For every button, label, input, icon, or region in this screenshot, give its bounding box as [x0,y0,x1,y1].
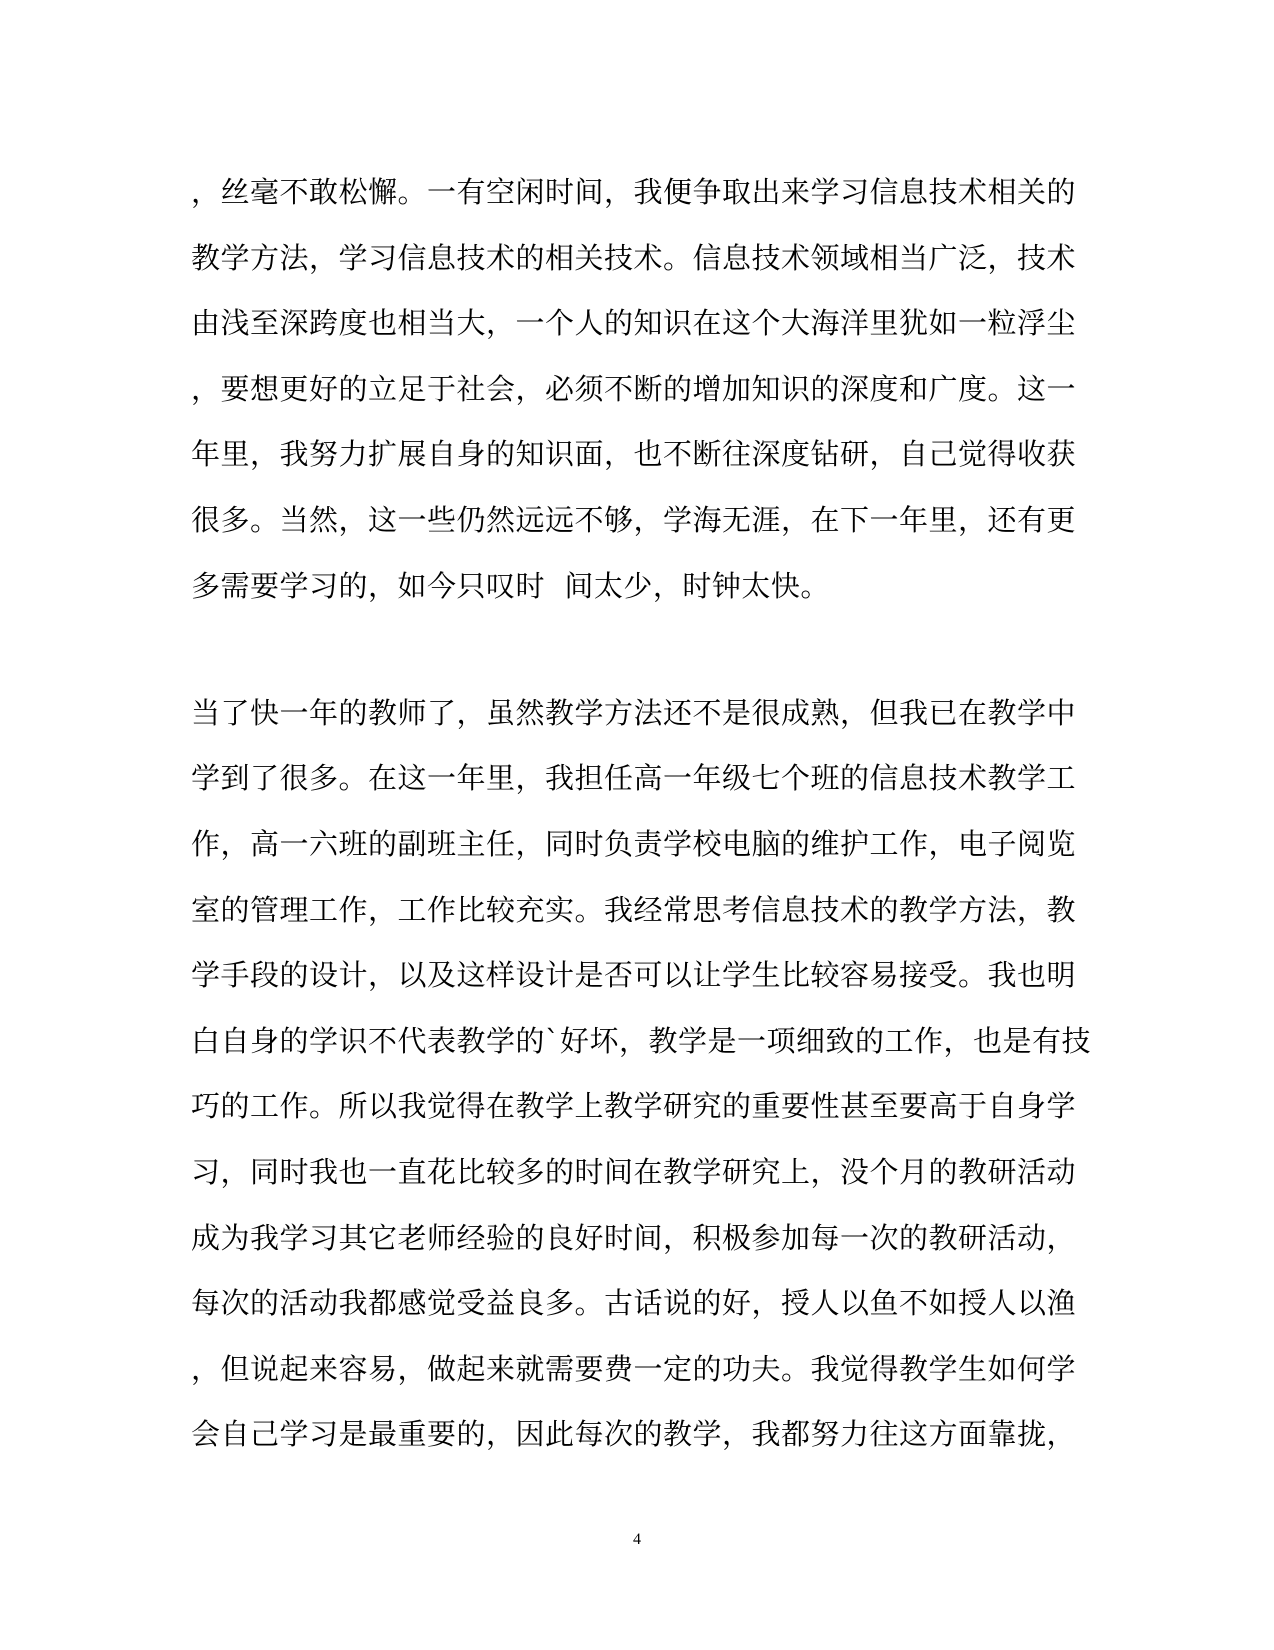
text-line: 学到了很多。在这一年里，我担任高一年级七个班的信息技术教学工 [191,761,1077,795]
text-line: 由浅至深跨度也相当大，一个人的知识在这个大海洋里犹如一粒浮尘 [191,306,1077,340]
text-line: ，但说起来容易，做起来就需要费一定的功夫。我觉得教学生如何学 [191,1352,1077,1386]
text-line: 很多。当然，这一些仍然远远不够，学海无涯，在下一年里，还有更 [191,503,1077,537]
text-line: ，要想更好的立足于社会，必须不断的增加知识的深度和广度。这一 [191,372,1077,406]
text-line: 白自身的学识不代表教学的`好坏，教学是一项细致的工作，也是有技 [191,1024,1092,1058]
text-line: 成为我学习其它老师经验的良好时间，积极参加每一次的教研活动， [191,1221,1077,1255]
text-line: 会自己学习是最重要的，因此每次的教学，我都努力往这方面靠拢， [191,1417,1077,1451]
text-line: 室的管理工作，工作比较充实。我经常思考信息技术的教学方法，教 [191,893,1077,927]
page-number: 4 [633,1531,641,1548]
text-line: 巧的工作。所以我觉得在教学上教学研究的重要性甚至要高于自身学 [191,1089,1077,1123]
text-line: 学手段的设计，以及这样设计是否可以让学生比较容易接受。我也明 [191,958,1077,992]
text-line: ，丝毫不敢松懈。一有空闲时间，我便争取出来学习信息技术相关的 [191,175,1077,209]
text-line: 教学方法，学习信息技术的相关技术。信息技术领域相当广泛，技术 [191,241,1077,275]
text-line: 多需要学习的，如今只叹时 间太少，时钟太快。 [191,569,830,603]
text-line: 每次的活动我都感觉受益良多。古话说的好，授人以鱼不如授人以渔 [191,1286,1077,1320]
text-line: 当了快一年的教师了，虽然教学方法还不是很成熟，但我已在教学中 [191,696,1077,730]
text-line: 年里，我努力扩展自身的知识面，也不断往深度钻研，自己觉得收获 [191,437,1077,471]
text-line: 习，同时我也一直花比较多的时间在教学研究上，没个月的教研活动 [191,1155,1077,1189]
text-line: 作，高一六班的副班主任，同时负责学校电脑的维护工作，电子阅览 [191,827,1077,861]
